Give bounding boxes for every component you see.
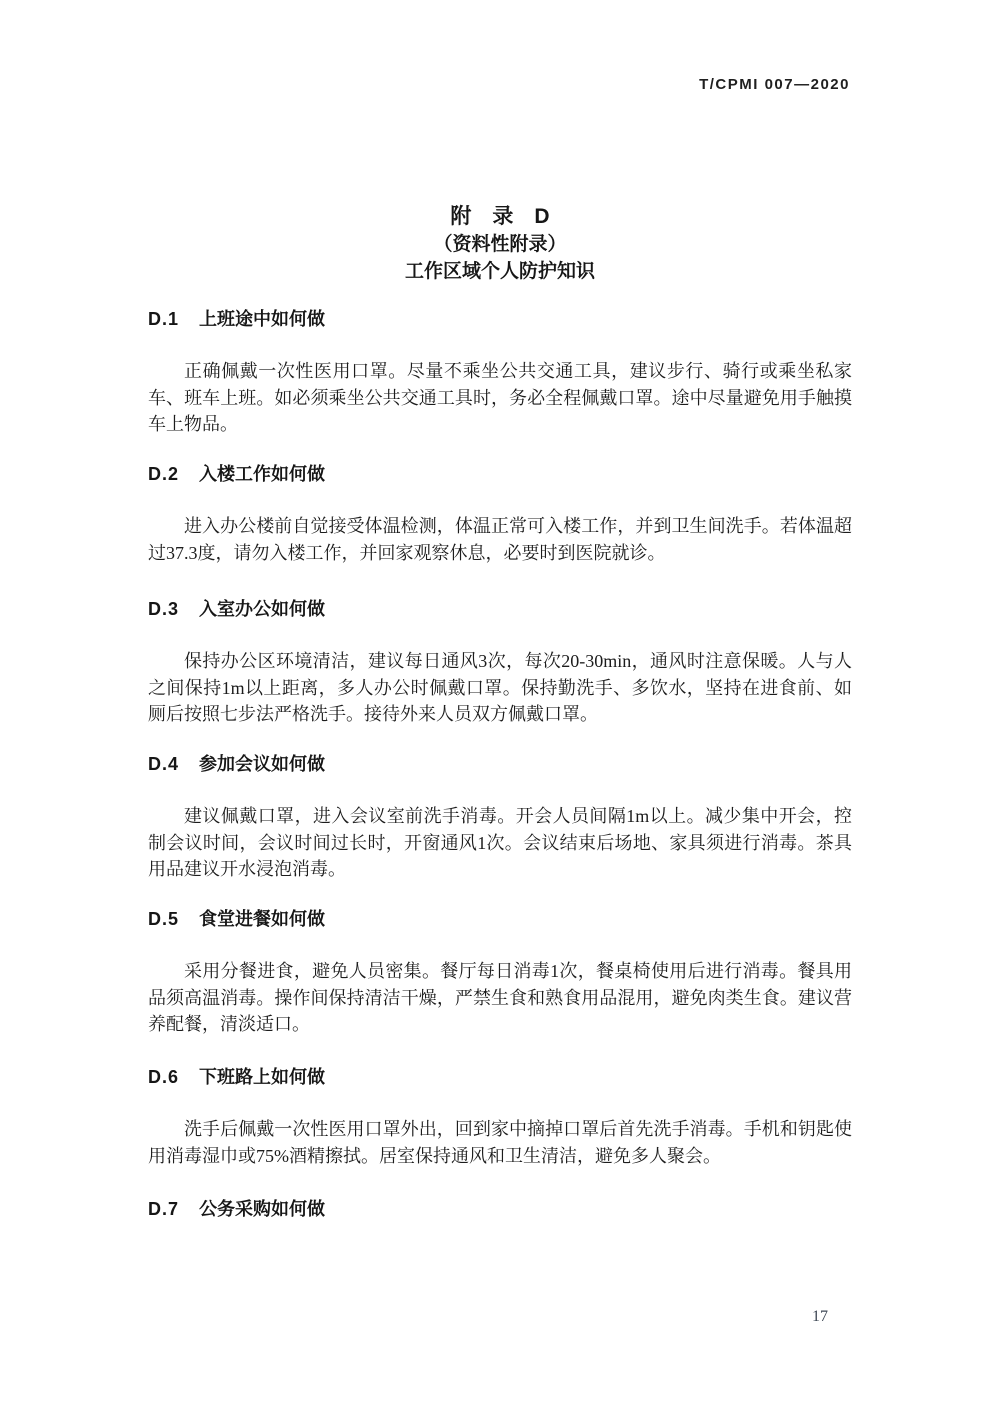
section-d4-number: D.4 xyxy=(148,754,180,774)
section-d7-number: D.7 xyxy=(148,1199,180,1219)
section-d4 xyxy=(148,753,852,883)
section-d2-heading xyxy=(148,463,852,485)
section-d1-heading xyxy=(148,308,852,330)
section-d4-heading-text: 参加会议如何做 xyxy=(199,754,326,774)
section-d1-number: D.1 xyxy=(148,309,180,329)
section-d5-number: D.5 xyxy=(148,909,180,929)
section-d6-heading xyxy=(148,1066,852,1088)
section-d6-heading-text: 下班路上如何做 xyxy=(199,1067,326,1087)
section-d1-heading-text: 上班途中如何做 xyxy=(199,309,326,329)
page-number: 17 xyxy=(812,1308,828,1325)
section-d6-body: 洗手后佩戴一次性医用口罩外出，回到家中摘掉口罩后首先洗手消毒。手机和钥匙使用消毒湿巾或75%酒精擦拭。居室保持通风和卫生清洁，避免多人聚会。 xyxy=(148,1119,852,1166)
section-d3-heading-text: 入室办公如何做 xyxy=(199,599,326,619)
appendix-topic-title: 工作区域个人防护知识 xyxy=(404,261,595,282)
section-d5-heading xyxy=(148,908,852,930)
section-d2-body: 进入办公楼前自觉接受体温检测，体温正常可入楼工作，并到卫生间洗手。若体温超过37.3度，请勿入楼工作，并回家观察休息，必要时到医院就诊。 xyxy=(148,516,852,563)
section-d3-number: D.3 xyxy=(148,599,180,619)
section-d3-body: 保持办公区环境清洁，建议每日通风3次，每次20-30min，通风时注意保暖。人与人之间保持1m以上距离，多人办公时佩戴口罩。保持勤洗手、多饮水，坚持在进食前、如厕后按照七步法严格洗手。接待外来人员双方佩戴口罩。 xyxy=(148,651,852,724)
section-d6 xyxy=(148,1066,852,1169)
section-d3-heading xyxy=(148,598,852,620)
section-d2-heading-text: 入楼工作如何做 xyxy=(199,464,326,484)
section-d1-body: 正确佩戴一次性医用口罩。尽量不乘坐公共交通工具，建议步行、骑行或乘坐私家车、班车上班。如必须乘坐公共交通工具时，务必全程佩戴口罩。途中尽量避免用手触摸车上物品。 xyxy=(148,361,852,434)
appendix-title-block xyxy=(0,203,1000,285)
section-d1 xyxy=(148,308,852,438)
section-d4-body: 建议佩戴口罩，进入会议室前洗手消毒。开会人员间隔1m以上。减少集中开会，控制会议时间，会议时间过长时，开窗通风1次。会议结束后场地、家具须进行消毒。茶具用品建议开水浸泡消毒。 xyxy=(148,806,852,879)
section-d3 xyxy=(148,598,852,728)
appendix-subtitle: （资料性附录） xyxy=(433,234,567,255)
section-d4-heading xyxy=(148,753,852,775)
standard-code-header: T/CPMI 007—2020 xyxy=(699,76,850,93)
section-d5 xyxy=(148,908,852,1038)
section-d7 xyxy=(148,1198,852,1220)
section-d7-heading-text: 公务采购如何做 xyxy=(199,1199,326,1219)
section-d7-heading xyxy=(148,1198,852,1220)
section-d5-body: 采用分餐进食，避免人员密集。餐厅每日消毒1次，餐桌椅使用后进行消毒。餐具用品须高温消毒。操作间保持清洁干燥，严禁生食和熟食用品混用，避免肉类生食。建议营养配餐，清淡适口。 xyxy=(148,961,852,1034)
appendix-title: 附 录 D xyxy=(450,205,550,228)
section-d5-heading-text: 食堂进餐如何做 xyxy=(199,909,326,929)
section-d6-number: D.6 xyxy=(148,1067,180,1087)
section-d2 xyxy=(148,463,852,566)
section-d2-number: D.2 xyxy=(148,464,180,484)
